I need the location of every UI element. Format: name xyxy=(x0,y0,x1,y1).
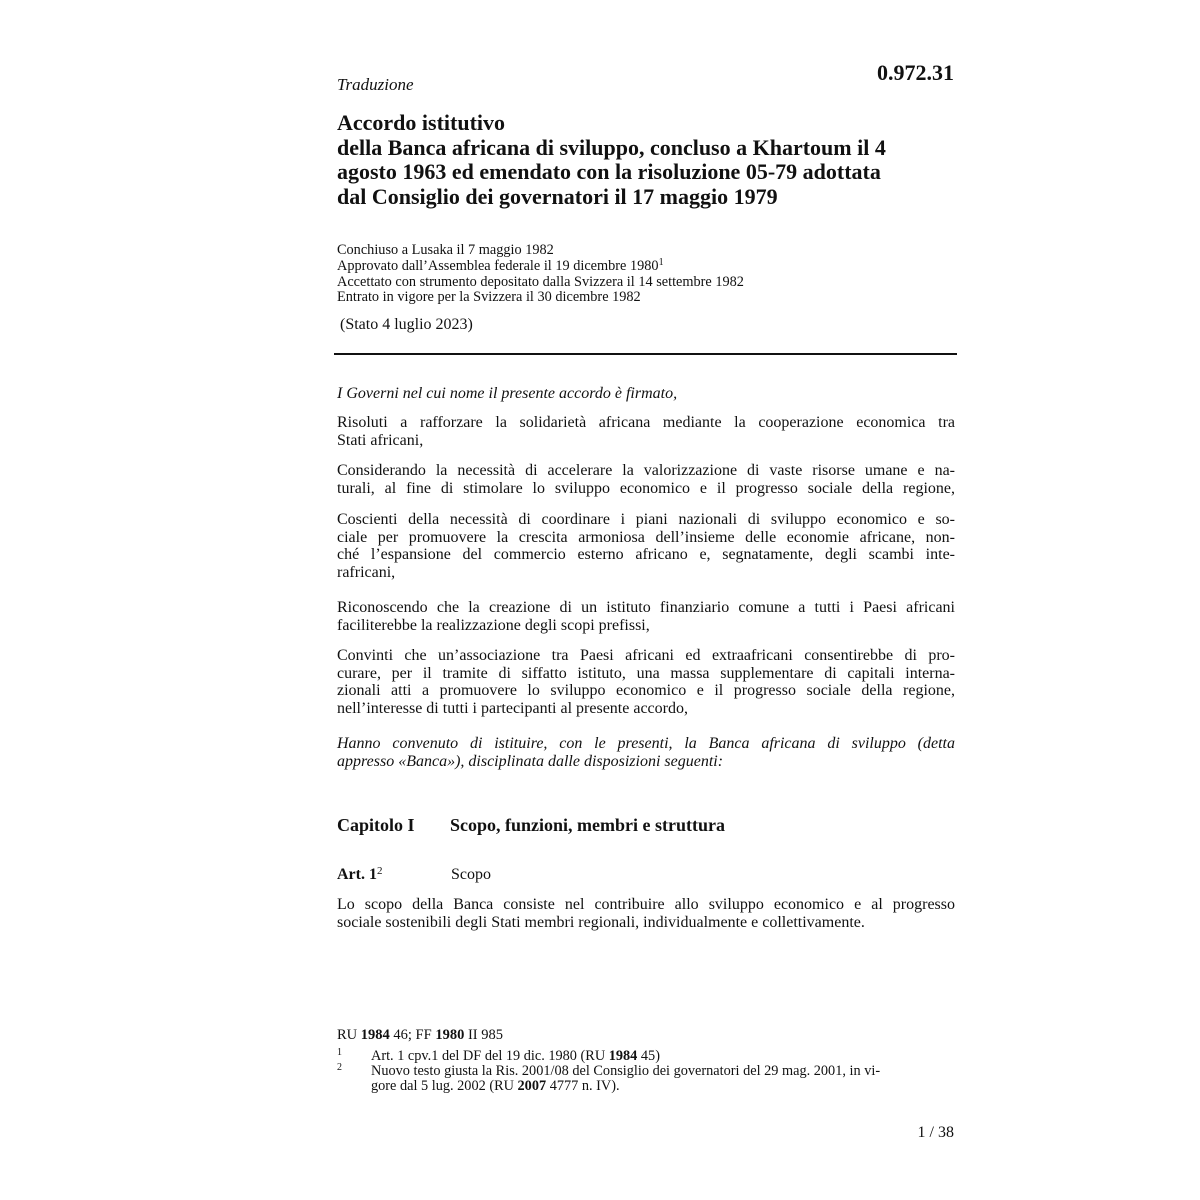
translation-label: Traduzione xyxy=(337,75,414,94)
page-number: 1 / 38 xyxy=(917,1124,954,1141)
in-force-date: Entrato in vigore per la Svizzera il 30 dicembre 1982 xyxy=(337,289,641,306)
preamble-paragraph: Risoluti a rafforzare la solidarietà africana mediante la cooperazione economica tra Stati africani, xyxy=(337,414,955,449)
article-title: Scopo xyxy=(451,866,491,883)
article-label: Art. 1 xyxy=(337,866,377,883)
document-metadata xyxy=(337,243,957,306)
accepted-date: Accettato con strumento depositato dalla Svizzera il 14 settembre 1982 xyxy=(337,273,744,290)
preamble-paragraph: Riconoscendo che la creazione di un istituto finanziario comune a tutti i Paesi africani faciliterebbe la realizzazione degli scopi prefissi, xyxy=(337,599,955,634)
footnote-ref-1[interactable]: 1 xyxy=(658,256,664,268)
title-line: Accordo istitutivo xyxy=(337,110,506,135)
footnote-number: 2 xyxy=(337,1062,342,1073)
chapter-heading xyxy=(337,815,725,836)
preamble-paragraph: Convinti che un’associazione tra Paesi africani ed extraafricani consentirebbe di pro- curare, per il tramite di siffatto istituto, una massa supplementare di capitali interna- zionali atti a promuovere lo sviluppo economico e il progresso sociale della regione, nell’interesse di tutti i partecipanti al presente accordo, xyxy=(337,647,955,717)
footnote-1: 1 Art. 1 cpv.1 del DF del 19 dic. 1980 (RU 1984 45) xyxy=(337,1047,660,1064)
preamble-intro: I Governi nel cui nome il presente accordo è firmato, xyxy=(337,385,678,402)
footnote-2: 2 Nuovo testo giusta la Ris. 2001/08 del Consiglio dei governatori del 29 mag. 2001, in vi- gore dal 5 lug. 2002 (RU 2007 4777 n. IV). xyxy=(337,1062,881,1094)
footnote-ref-2[interactable]: 2 xyxy=(376,865,383,877)
sr-number: 0.972.31 xyxy=(877,60,954,85)
title-line: dal Consiglio dei governatori il 17 maggio 1979 xyxy=(337,183,778,209)
footnote-number: 1 xyxy=(337,1047,342,1058)
ru-ff-reference: RU 1984 46; FF 1980 II 985 xyxy=(337,1027,503,1043)
article-heading xyxy=(337,865,491,884)
approved-date: Approvato dall’Assemblea federale il 19 dicembre 1980$^1$ xyxy=(337,256,664,274)
preamble-closing: Hanno convenuto di istituire, con le presenti, la Banca africana di sviluppo (detta appresso «Banca»), disciplinata dalle disposizioni seguenti: xyxy=(337,735,955,770)
concluded-date: Conchiuso a Lusaka il 7 maggio 1982 xyxy=(337,242,554,258)
chapter-title: Scopo, funzioni, membri e struttura xyxy=(450,815,725,835)
title-line: agosto 1963 ed emendato con la risoluzione 05-79 adottata xyxy=(337,159,881,184)
document-title xyxy=(337,111,957,209)
preamble-paragraph: Considerando la necessità di accelerare la valorizzazione di vaste risorse umane e na- turali, al fine di stimolare lo sviluppo economico e il progresso sociale della regione, xyxy=(337,462,955,497)
article-text: Lo scopo della Banca consiste nel contribuire allo sviluppo economico e al progresso sociale sostenibili degli Stati membri regionali, individualmente e collettivamente. xyxy=(337,896,955,931)
preamble-paragraph: Coscienti della necessità di coordinare i piani nazionali di sviluppo economico e so- ciale per promuovere la crescita armoniosa dell’insieme delle economie africane, non- ché l’espansione del commercio esterno africano e, segnatamente, degli scambi inte- rafricani, xyxy=(337,511,955,581)
header-divider xyxy=(334,353,957,355)
chapter-label: Capitolo I xyxy=(337,815,415,835)
status-date: (Stato 4 luglio 2023) xyxy=(340,316,473,333)
title-line: della Banca africana di sviluppo, concluso a Khartoum il 4 xyxy=(337,134,886,160)
